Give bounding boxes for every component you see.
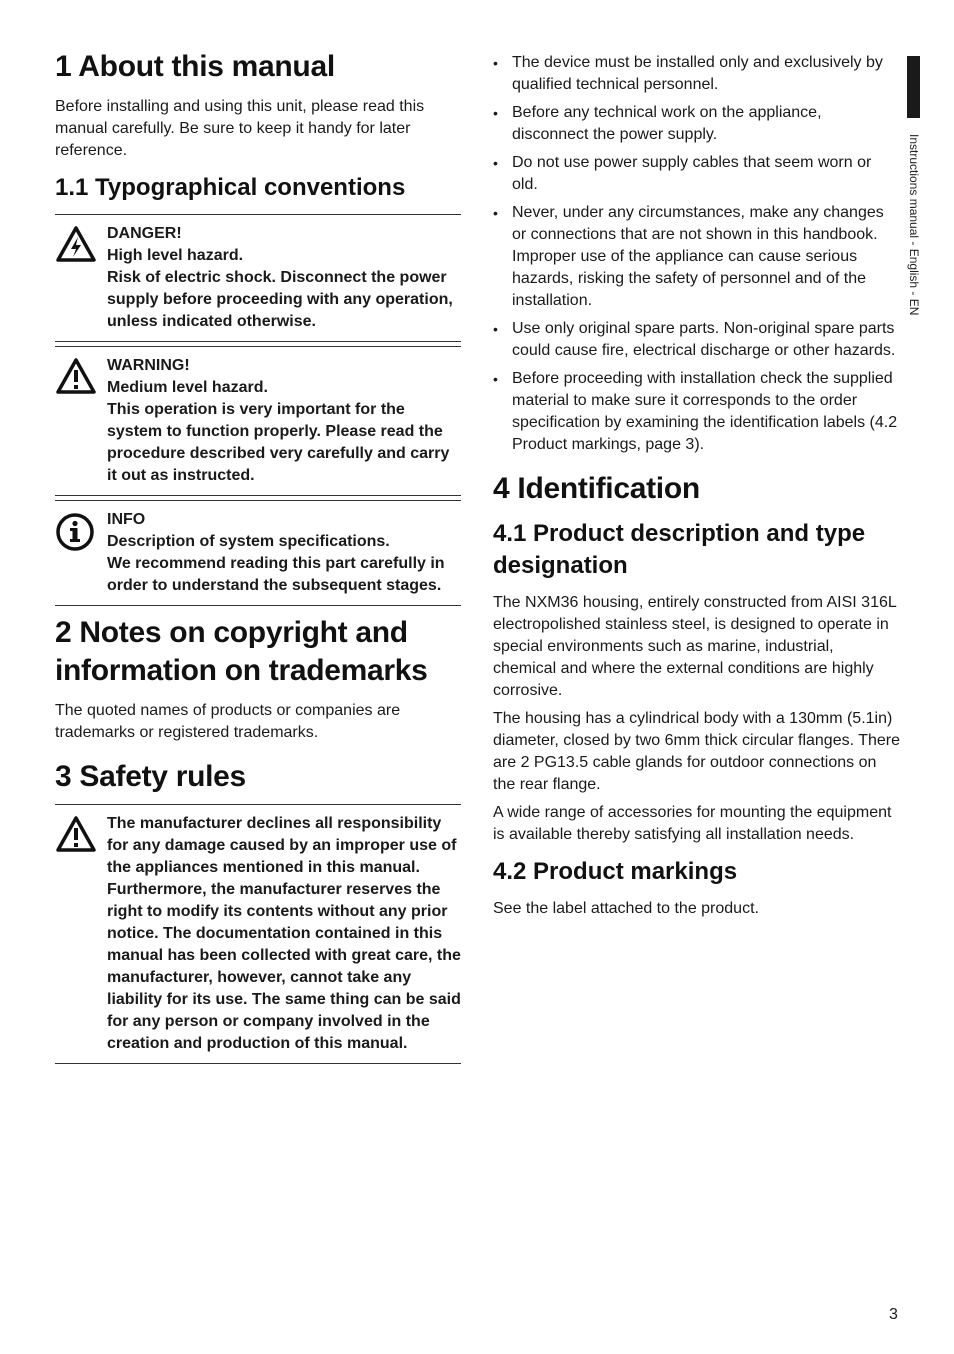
danger-title: DANGER! bbox=[107, 225, 182, 242]
divider bbox=[55, 1063, 461, 1064]
right-column bbox=[493, 52, 901, 926]
sidebar-label: Instructions manual - English - EN bbox=[907, 134, 921, 316]
list-item: • Never, under any circumstances, make any changes or connections that are not shown in this handbook. Improper use of the appliance can cause serious hazards, risking the safety of personnel and of the installation. bbox=[493, 202, 901, 312]
section-4-2-heading: 4.2 Product markings bbox=[493, 858, 738, 885]
section-4-heading: 4 Identification bbox=[493, 472, 700, 505]
warning-notice bbox=[55, 347, 461, 495]
section-1-body: Before installing and using this unit, please read this manual carefully. Be sure to keep it handy for later reference. bbox=[55, 98, 425, 159]
info-notice bbox=[55, 501, 461, 605]
safety-notice-text: The manufacturer declines all responsibility for any damage caused by an improper use of the appliances mentioned in this manual. Furthermore, the manufacturer reserves the right to modify its contents without any prior notice. The documentation contained in this manual has been collected with great care, the manufacturer, however, cannot take any liability for its use. The same thing can be said for any person or company involved in the creation and production of this manual. bbox=[107, 815, 461, 1052]
section-2-heading: 2 Notes on copyright and information on trademarks bbox=[55, 616, 428, 687]
safety-notice bbox=[55, 805, 461, 1063]
list-item: • Before any technical work on the appliance, disconnect the power supply. bbox=[493, 102, 901, 146]
warning-text: This operation is very important for the system to function properly. Please read the procedure described very carefully and carry it out as instructed. bbox=[107, 401, 450, 484]
danger-notice bbox=[55, 215, 461, 341]
chapter-tab-marker bbox=[907, 56, 920, 118]
list-item: • Do not use power supply cables that seem worn or old. bbox=[493, 152, 901, 196]
list-item: • Use only original spare parts. Non-original spare parts could cause fire, electrical discharge or other hazards. bbox=[493, 318, 901, 362]
list-item: • The device must be installed only and exclusively by qualified technical personnel. bbox=[493, 52, 901, 96]
left-column bbox=[55, 48, 461, 1064]
warning-icon bbox=[55, 815, 99, 858]
info-level: Description of system specifications. bbox=[107, 533, 390, 550]
section-4-2-body: See the label attached to the product. bbox=[493, 900, 759, 917]
page-number: 3 bbox=[889, 1306, 898, 1323]
info-title: INFO bbox=[107, 511, 146, 528]
section-4-1-paragraph: The NXM36 housing, entirely constructed from AISI 316L electropolished stainless steel, is designed to operate in special environments such as marine, industrial, chemical and where the external conditions are highly corrosive. bbox=[493, 594, 897, 699]
section-4-1-paragraph: The housing has a cylindrical body with a 130mm (5.1in) diameter, closed by two 6mm thick circular flanges. There are 2 PG13.5 cable glands for outdoor connections on the rear flange. bbox=[493, 710, 900, 793]
section-1-heading: 1 About this manual bbox=[55, 50, 335, 83]
warning-title: WARNING! bbox=[107, 357, 190, 374]
electric-hazard-icon bbox=[55, 225, 99, 268]
section-3-heading: 3 Safety rules bbox=[55, 760, 246, 793]
section-4-1-paragraph: A wide range of accessories for mounting the equipment is available thereby satisfying all installation needs. bbox=[493, 804, 892, 843]
danger-level: High level hazard. bbox=[107, 247, 244, 264]
divider bbox=[55, 605, 461, 606]
section-1-1-heading: 1.1 Typographical conventions bbox=[55, 174, 406, 201]
warning-level: Medium level hazard. bbox=[107, 379, 268, 396]
section-2-body: The quoted names of products or companies are trademarks or registered trademarks. bbox=[55, 702, 401, 741]
section-4-1-heading: 4.1 Product description and type designation bbox=[493, 520, 866, 579]
list-item: • Before proceeding with installation check the supplied material to make sure it corresponds to the order specification by examining the identification labels (4.2 Product markings, page 3). bbox=[493, 368, 901, 456]
info-icon bbox=[55, 511, 99, 558]
danger-text: Risk of electric shock. Disconnect the power supply before proceeding with any operation, unless indicated otherwise. bbox=[107, 269, 453, 330]
warning-icon bbox=[55, 357, 99, 400]
safety-rules-list bbox=[493, 52, 901, 456]
info-text: We recommend reading this part carefully in order to understand the subsequent stages. bbox=[107, 555, 445, 594]
